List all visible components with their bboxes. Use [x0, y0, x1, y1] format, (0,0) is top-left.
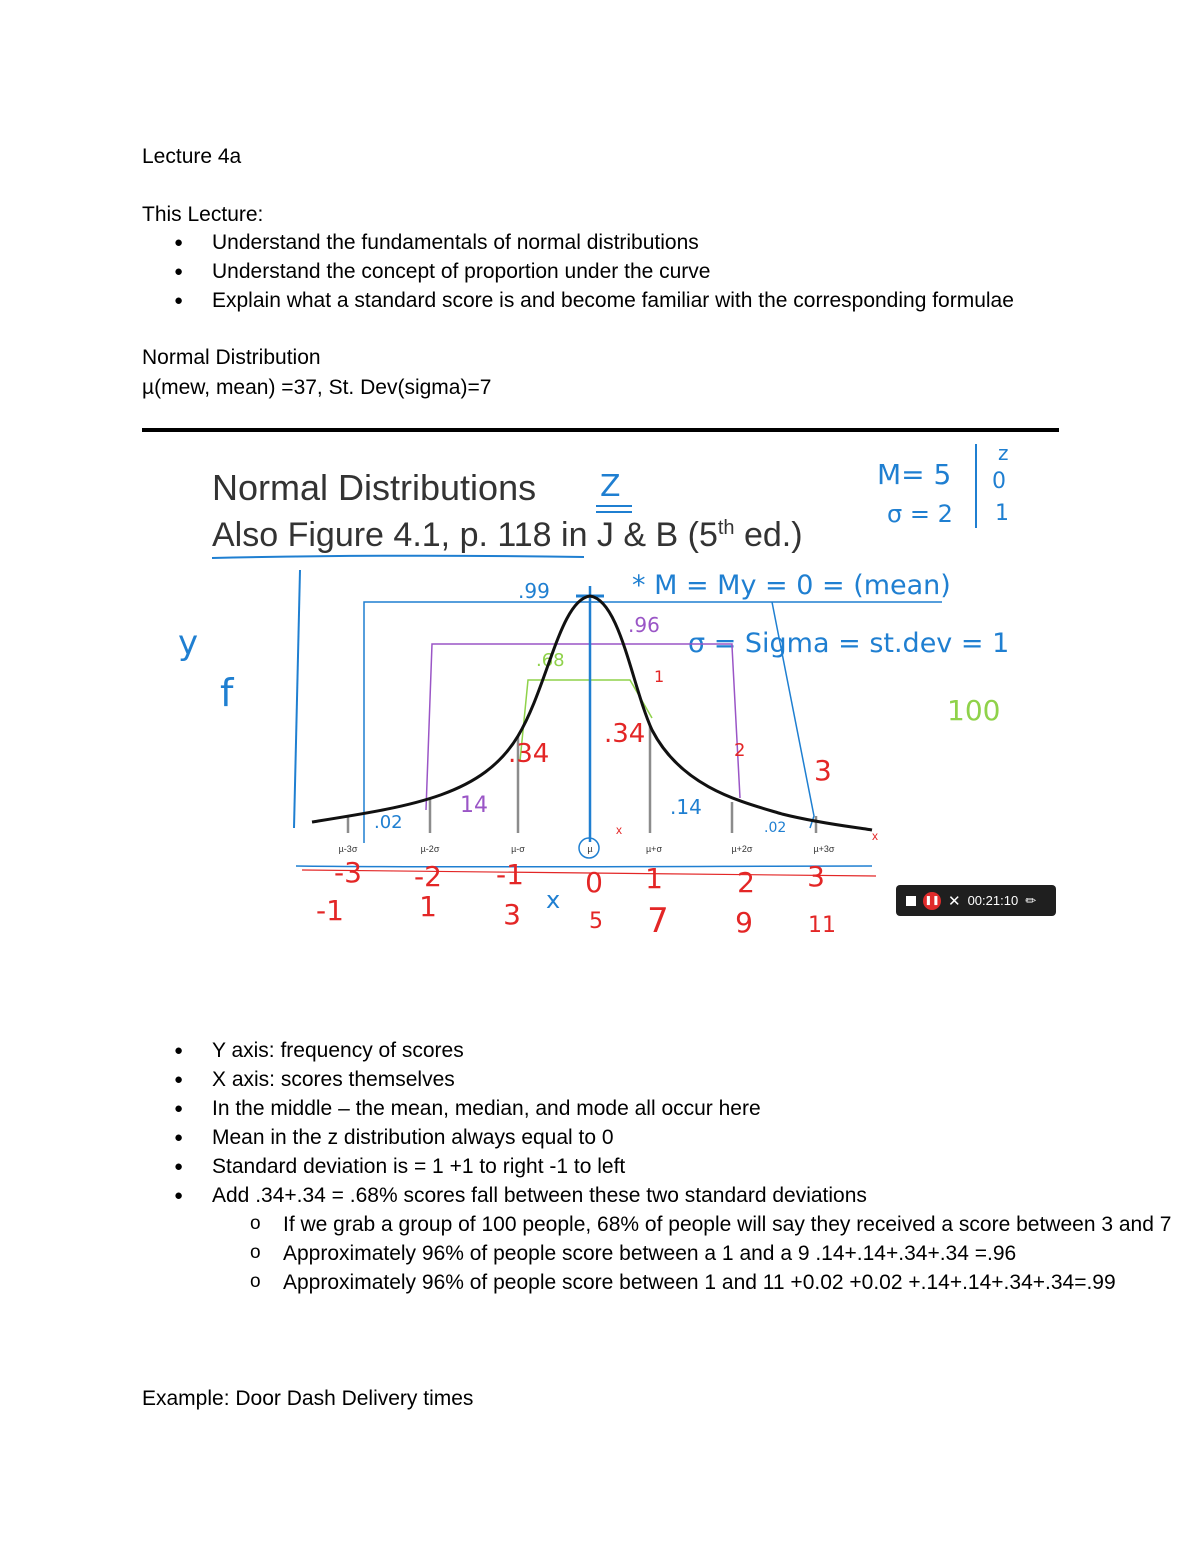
p14-left-label: 14 [460, 793, 488, 818]
pen-icon[interactable]: ✏ [1025, 892, 1037, 908]
list-item: ● Mean in the z distribution always equal to 0 [142, 1123, 1171, 1152]
x-label: x [546, 886, 561, 914]
slide-subtitle [212, 516, 803, 554]
raw-score: -1 [316, 894, 344, 927]
svg-text:x: x [872, 829, 878, 843]
z-score: 0 [585, 866, 603, 899]
list-item: ● Understand the fundamentals of normal distributions [142, 228, 1014, 257]
sd-note: σ = Sigma = st.dev = 1 [688, 628, 1010, 659]
sub-list-item: o Approximately 96% of people score between a 1 and a 9 .14+.14+.34+.34 =.96 [142, 1239, 1171, 1268]
p34-right-label: .34 [604, 719, 646, 749]
slide-title: Normal Distributions [212, 467, 537, 508]
z-annotation: Z [600, 469, 621, 504]
mu-annotation: M= 5 [877, 458, 952, 491]
z-column-one: 1 [995, 501, 1009, 526]
raw-score: 11 [808, 913, 836, 938]
z-score: 1 [645, 862, 663, 895]
svg-text:x: x [616, 823, 622, 837]
close-icon[interactable]: ✕ [948, 892, 961, 910]
sigma-annotation: σ = 2 [887, 500, 953, 528]
z-score: 3 [807, 860, 825, 893]
hundred-note: 100 [947, 694, 1001, 727]
note-2: 2 [734, 740, 746, 761]
y-axis-label: y [178, 623, 199, 663]
p14-right-label: .14 [670, 795, 702, 819]
tick-label: µ-2σ [420, 844, 440, 854]
f-axis-label: f [220, 671, 234, 715]
tick-label: µ-3σ [338, 844, 358, 854]
stop-icon[interactable] [906, 896, 916, 906]
list-item: ● Understand the concept of proportion under the curve [142, 257, 1014, 286]
sub-list-item: o Approximately 96% of people score between 1 and 11 +0.02 +0.02 +.14+.14+.34+.34=.99 [142, 1268, 1171, 1297]
list-item: ● Add .34+.34 = .68% scores fall between these two standard deviations [142, 1181, 1171, 1210]
list-item: ● Explain what a standard score is and become familiar with the corresponding formulae [142, 286, 1014, 315]
z-score: -2 [414, 860, 442, 893]
notes-list [142, 1036, 1171, 1297]
p99-label: .99 [518, 579, 550, 603]
horizontal-rule [142, 428, 1059, 432]
note-1: 1 [654, 667, 665, 686]
tick-label: µ-σ [511, 844, 525, 854]
p02-left-label: .02 [374, 812, 403, 833]
objectives-list [142, 228, 1014, 315]
screen-recorder-widget [896, 885, 1056, 916]
pause-icon[interactable]: ❚❚ [923, 892, 941, 910]
z-column-zero: 0 [992, 469, 1006, 494]
note-3: 3 [814, 754, 832, 787]
subtitle-main: Also Figure 4.1, p. 118 in J & B (5 [212, 516, 718, 554]
z-score: -3 [334, 856, 362, 889]
raw-score: 7 [647, 901, 669, 941]
raw-score: 9 [735, 906, 753, 939]
list-item: ● X axis: scores themselves [142, 1065, 1171, 1094]
example-heading: Example: Door Dash Delivery times [142, 1387, 474, 1410]
subtitle-end: ed.) [734, 516, 803, 554]
lecture-heading: Lecture 4a [142, 145, 242, 168]
recorder-time: 00:21:10 [967, 893, 1019, 908]
normal-distribution-slide [142, 436, 1059, 956]
p34-left-label: .34 [508, 739, 550, 769]
p96-label: .96 [628, 613, 660, 637]
z-score: -1 [496, 858, 524, 891]
z-column-head: z [998, 441, 1009, 465]
list-item: ● In the middle – the mean, median, and mode all occur here [142, 1094, 1171, 1123]
raw-score: 3 [503, 898, 521, 931]
this-lecture-label: This Lecture: [142, 203, 264, 226]
raw-score: 5 [589, 909, 603, 934]
p68-label: .68 [536, 650, 565, 671]
list-item: ● Y axis: frequency of scores [142, 1036, 1171, 1065]
subtitle-superscript: th [717, 517, 735, 539]
tick-label: µ+2σ [731, 844, 753, 854]
list-item: ● Standard deviation is = 1 +1 to right -1 to left [142, 1152, 1171, 1181]
tick-label: µ [587, 844, 593, 854]
mean-note: * M = My = 0 = (mean) [632, 570, 951, 601]
raw-score: 1 [419, 890, 437, 923]
section-title: Normal Distribution [142, 346, 321, 369]
tick-label: µ+3σ [813, 844, 835, 854]
tick-label: µ+σ [646, 844, 662, 854]
p02-right-label: .02 [764, 820, 787, 836]
z-score: 2 [737, 866, 755, 899]
params-line: µ(mew, mean) =37, St. Dev(sigma)=7 [142, 376, 492, 399]
sub-list-item: o If we grab a group of 100 people, 68% of people will say they received a score between 3 and 7 [142, 1210, 1171, 1239]
